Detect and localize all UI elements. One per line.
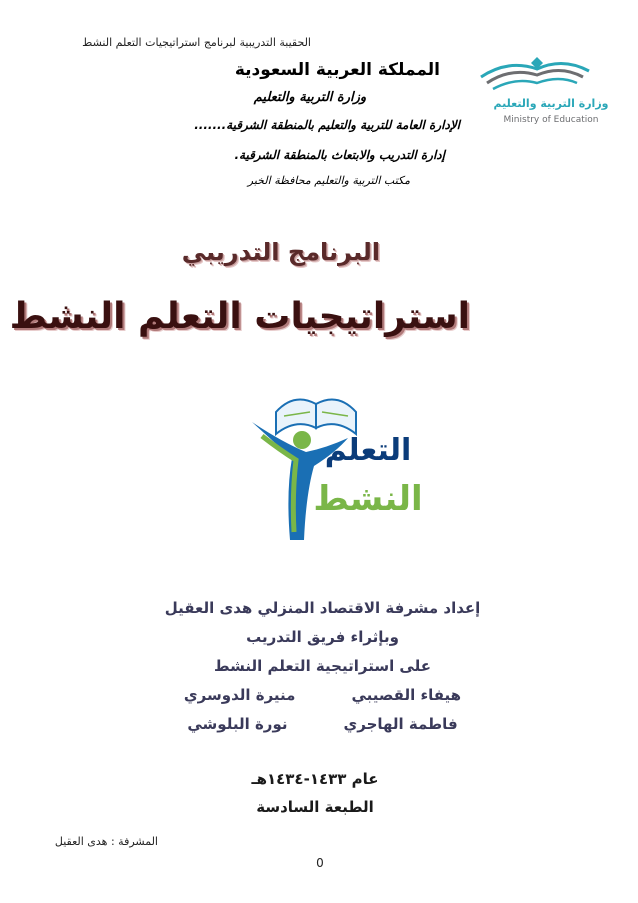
prepared-by: إعداد مشرفة الاقتصاد المنزلي هدى العقيل — [164, 599, 481, 617]
ministry-logo-english: Ministry of Education — [503, 115, 599, 125]
team-names-row-1 — [150, 681, 495, 710]
page-number: 0 — [316, 856, 324, 870]
logo-word-learning: التعلم — [324, 433, 412, 468]
ministry-logo — [473, 55, 609, 130]
program-label: البرنامج التدريبي — [181, 238, 380, 266]
team-names-row-2 — [150, 710, 495, 739]
team-member-name: فاطمة الهاجري — [343, 715, 458, 733]
team-member-name: هيفاء القصيبي — [351, 686, 462, 704]
team-member-name: نورة البلوشي — [187, 715, 288, 733]
active-learning-logo — [246, 382, 423, 547]
open-book-icon — [276, 400, 356, 435]
enriched-by: وبإثراء فريق التدريب — [246, 628, 399, 646]
kingdom-name: المملكة العربية السعودية — [234, 60, 440, 80]
strategy-line: على استراتيجية التعلم النشط — [214, 657, 431, 675]
ministry-logo-arabic: وزارة التربية والتعليم — [493, 97, 609, 110]
team-member-name: منيرة الدوسري — [183, 686, 296, 704]
footer-supervisor: المشرفة : هدى العقيل — [54, 835, 158, 848]
running-header: الحقيبة التدريبية لبرنامج استراتيجيات التعلم النشط — [82, 36, 311, 49]
program-title: استراتيجيات التعلم النشط — [9, 296, 470, 337]
academic-year: عام ١٤٣٣-١٤٣٤هـ — [251, 770, 379, 788]
ministry-name: وزارة التربية والتعليم — [253, 90, 367, 105]
book-emblem-icon — [481, 57, 589, 89]
edition: الطبعة السادسة — [256, 798, 374, 816]
credits-block — [150, 594, 495, 739]
training-administration: إدارة التدريب والابتعاث بالمنطقة الشرقية. — [234, 148, 445, 162]
education-office: مكتب التربية والتعليم محافظة الخبر — [247, 174, 410, 187]
logo-word-active: النشط — [313, 479, 423, 519]
general-administration: الإدارة العامة للتربية والتعليم بالمنطقة الشرقية....... — [194, 118, 460, 132]
